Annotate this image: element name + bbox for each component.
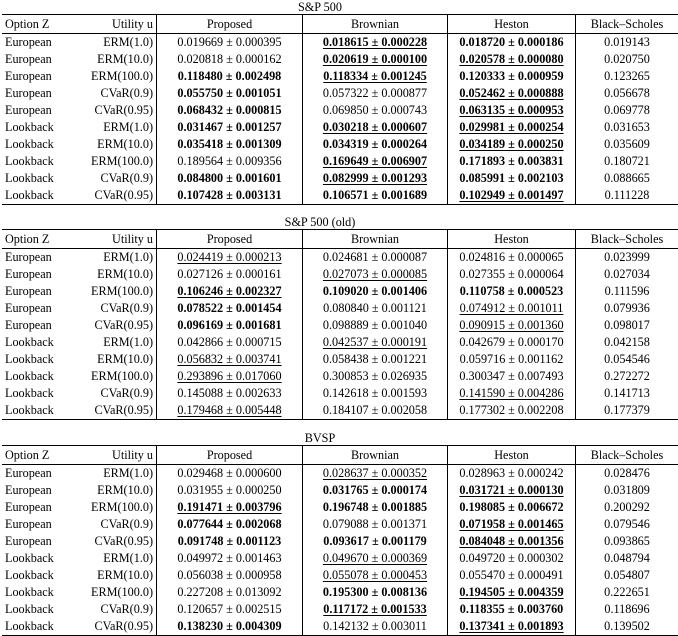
cell-black-scholes: 0.028476 — [576, 465, 678, 483]
cell-black-scholes: 0.079546 — [576, 516, 678, 533]
cell-proposed: 0.031955 ± 0.000250 — [157, 482, 303, 499]
cell-option: Lookback — [2, 618, 72, 636]
table-row — [2, 601, 678, 618]
cell-black-scholes: 0.035609 — [576, 136, 678, 153]
table-row — [2, 499, 678, 516]
cell-black-scholes: 0.222651 — [576, 584, 678, 601]
table-caption: S&P 500 (old) — [2, 215, 638, 229]
cell-option: Lookback — [2, 187, 72, 205]
cell-option: European — [2, 283, 72, 300]
table-caption: BVSP — [2, 431, 638, 445]
results-table-sp500 — [2, 14, 678, 205]
cell-proposed: 0.179468 ± 0.005448 — [157, 402, 303, 420]
header-heston: Heston — [448, 446, 576, 465]
table-row — [2, 482, 678, 499]
cell-proposed: 0.068432 ± 0.000815 — [157, 102, 303, 119]
cell-black-scholes: 0.031809 — [576, 482, 678, 499]
cell-heston: 0.024816 ± 0.000065 — [448, 249, 576, 267]
cell-black-scholes: 0.123265 — [576, 68, 678, 85]
header-black-scholes: Black–Scholes — [576, 230, 678, 249]
cell-black-scholes: 0.048794 — [576, 550, 678, 567]
cell-black-scholes: 0.054546 — [576, 351, 678, 368]
cell-utility: CVaR(0.95) — [72, 187, 157, 205]
table-header-row — [2, 15, 678, 34]
table-row — [2, 351, 678, 368]
cell-utility: ERM(10.0) — [72, 51, 157, 68]
cell-proposed: 0.091748 ± 0.001123 — [157, 533, 303, 550]
cell-proposed: 0.035418 ± 0.001309 — [157, 136, 303, 153]
cell-utility: ERM(10.0) — [72, 482, 157, 499]
cell-brownian: 0.109020 ± 0.001406 — [303, 283, 448, 300]
cell-option: European — [2, 34, 72, 52]
cell-brownian: 0.082999 ± 0.001293 — [303, 170, 448, 187]
cell-brownian: 0.080840 ± 0.001121 — [303, 300, 448, 317]
cell-option: European — [2, 85, 72, 102]
cell-black-scholes: 0.027034 — [576, 266, 678, 283]
cell-heston: 0.110758 ± 0.000523 — [448, 283, 576, 300]
cell-option: Lookback — [2, 368, 72, 385]
cell-option: Lookback — [2, 170, 72, 187]
cell-black-scholes: 0.056678 — [576, 85, 678, 102]
cell-brownian: 0.142618 ± 0.001593 — [303, 385, 448, 402]
cell-heston: 0.028963 ± 0.000242 — [448, 465, 576, 483]
table-row — [2, 465, 678, 483]
table-row — [2, 618, 678, 636]
table-caption: S&P 500 — [2, 0, 638, 14]
table-header-row — [2, 230, 678, 249]
cell-brownian: 0.057322 ± 0.000877 — [303, 85, 448, 102]
cell-heston: 0.031721 ± 0.000130 — [448, 482, 576, 499]
cell-option: European — [2, 499, 72, 516]
cell-utility: ERM(100.0) — [72, 68, 157, 85]
table-header-row — [2, 446, 678, 465]
cell-heston: 0.137341 ± 0.001893 — [448, 618, 576, 636]
cell-utility: CVaR(0.9) — [72, 85, 157, 102]
cell-proposed: 0.029468 ± 0.000600 — [157, 465, 303, 483]
cell-option: Lookback — [2, 601, 72, 618]
table-row — [2, 187, 678, 205]
cell-brownian: 0.142132 ± 0.003011 — [303, 618, 448, 636]
header-option: Option Z — [2, 15, 72, 34]
cell-proposed: 0.077644 ± 0.002068 — [157, 516, 303, 533]
cell-utility: CVaR(0.9) — [72, 516, 157, 533]
header-brownian: Brownian — [303, 446, 448, 465]
cell-brownian: 0.184107 ± 0.002058 — [303, 402, 448, 420]
cell-utility: ERM(100.0) — [72, 584, 157, 601]
cell-heston: 0.029981 ± 0.000254 — [448, 119, 576, 136]
cell-black-scholes: 0.141713 — [576, 385, 678, 402]
cell-option: European — [2, 51, 72, 68]
cell-black-scholes: 0.054807 — [576, 567, 678, 584]
cell-option: Lookback — [2, 153, 72, 170]
cell-option: Lookback — [2, 385, 72, 402]
cell-proposed: 0.189564 ± 0.009356 — [157, 153, 303, 170]
cell-black-scholes: 0.139502 — [576, 618, 678, 636]
header-heston: Heston — [448, 15, 576, 34]
header-proposed: Proposed — [157, 15, 303, 34]
cell-proposed: 0.024419 ± 0.000213 — [157, 249, 303, 267]
cell-option: Lookback — [2, 584, 72, 601]
cell-brownian: 0.055078 ± 0.000453 — [303, 567, 448, 584]
cell-heston: 0.194505 ± 0.004359 — [448, 584, 576, 601]
cell-utility: CVaR(0.9) — [72, 385, 157, 402]
cell-heston: 0.118355 ± 0.003760 — [448, 601, 576, 618]
cell-option: Lookback — [2, 567, 72, 584]
cell-utility: CVaR(0.9) — [72, 300, 157, 317]
cell-option: European — [2, 482, 72, 499]
cell-black-scholes: 0.098017 — [576, 317, 678, 334]
cell-option: Lookback — [2, 334, 72, 351]
cell-black-scholes: 0.042158 — [576, 334, 678, 351]
cell-black-scholes: 0.088665 — [576, 170, 678, 187]
cell-heston: 0.059716 ± 0.001162 — [448, 351, 576, 368]
table-body — [2, 249, 678, 420]
cell-brownian: 0.020619 ± 0.000100 — [303, 51, 448, 68]
cell-proposed: 0.084800 ± 0.001601 — [157, 170, 303, 187]
cell-heston: 0.055470 ± 0.000491 — [448, 567, 576, 584]
cell-proposed: 0.096169 ± 0.001681 — [157, 317, 303, 334]
results-table-sp500-old — [2, 229, 678, 420]
cell-proposed: 0.118480 ± 0.002498 — [157, 68, 303, 85]
cell-heston: 0.102949 ± 0.001497 — [448, 187, 576, 205]
cell-heston: 0.300347 ± 0.007493 — [448, 368, 576, 385]
table-row — [2, 516, 678, 533]
cell-proposed: 0.106246 ± 0.002327 — [157, 283, 303, 300]
cell-black-scholes: 0.023999 — [576, 249, 678, 267]
cell-heston: 0.063135 ± 0.000953 — [448, 102, 576, 119]
table-row — [2, 533, 678, 550]
header-proposed: Proposed — [157, 230, 303, 249]
cell-black-scholes: 0.093865 — [576, 533, 678, 550]
cell-utility: CVaR(0.95) — [72, 102, 157, 119]
header-heston: Heston — [448, 230, 576, 249]
cell-brownian: 0.042537 ± 0.000191 — [303, 334, 448, 351]
cell-proposed: 0.056832 ± 0.003741 — [157, 351, 303, 368]
cell-black-scholes: 0.177379 — [576, 402, 678, 420]
cell-brownian: 0.034319 ± 0.000264 — [303, 136, 448, 153]
cell-proposed: 0.227208 ± 0.013092 — [157, 584, 303, 601]
cell-proposed: 0.120657 ± 0.002515 — [157, 601, 303, 618]
cell-black-scholes: 0.272272 — [576, 368, 678, 385]
table-row — [2, 85, 678, 102]
cell-heston: 0.042679 ± 0.000170 — [448, 334, 576, 351]
results-table-bvsp — [2, 445, 678, 636]
cell-utility: ERM(100.0) — [72, 153, 157, 170]
header-utility: Utility u — [72, 15, 157, 34]
cell-heston: 0.120333 ± 0.000959 — [448, 68, 576, 85]
cell-proposed: 0.019669 ± 0.000395 — [157, 34, 303, 52]
table-row — [2, 51, 678, 68]
cell-proposed: 0.145088 ± 0.002633 — [157, 385, 303, 402]
cell-black-scholes: 0.079936 — [576, 300, 678, 317]
cell-proposed: 0.020818 ± 0.000162 — [157, 51, 303, 68]
cell-option: European — [2, 533, 72, 550]
cell-black-scholes: 0.020750 — [576, 51, 678, 68]
cell-brownian: 0.079088 ± 0.001371 — [303, 516, 448, 533]
table-row — [2, 283, 678, 300]
cell-heston: 0.018720 ± 0.000186 — [448, 34, 576, 52]
cell-utility: ERM(100.0) — [72, 499, 157, 516]
cell-proposed: 0.078522 ± 0.001454 — [157, 300, 303, 317]
cell-brownian: 0.195300 ± 0.008136 — [303, 584, 448, 601]
table-row — [2, 567, 678, 584]
cell-proposed: 0.191471 ± 0.003796 — [157, 499, 303, 516]
header-brownian: Brownian — [303, 230, 448, 249]
cell-heston: 0.020578 ± 0.000080 — [448, 51, 576, 68]
cell-heston: 0.085991 ± 0.002103 — [448, 170, 576, 187]
cell-heston: 0.027355 ± 0.000064 — [448, 266, 576, 283]
cell-heston: 0.171893 ± 0.003831 — [448, 153, 576, 170]
cell-black-scholes: 0.069778 — [576, 102, 678, 119]
cell-utility: ERM(1.0) — [72, 550, 157, 567]
cell-black-scholes: 0.180721 — [576, 153, 678, 170]
cell-heston: 0.071958 ± 0.001465 — [448, 516, 576, 533]
table-body — [2, 465, 678, 636]
cell-black-scholes: 0.019143 — [576, 34, 678, 52]
table-row — [2, 317, 678, 334]
cell-utility: ERM(1.0) — [72, 119, 157, 136]
header-utility: Utility u — [72, 446, 157, 465]
cell-brownian: 0.024681 ± 0.000087 — [303, 249, 448, 267]
cell-brownian: 0.049670 ± 0.000369 — [303, 550, 448, 567]
cell-black-scholes: 0.111596 — [576, 283, 678, 300]
cell-utility: ERM(1.0) — [72, 465, 157, 483]
cell-proposed: 0.027126 ± 0.000161 — [157, 266, 303, 283]
table-row — [2, 170, 678, 187]
cell-brownian: 0.031765 ± 0.000174 — [303, 482, 448, 499]
cell-brownian: 0.028637 ± 0.000352 — [303, 465, 448, 483]
cell-utility: ERM(10.0) — [72, 351, 157, 368]
table-row — [2, 385, 678, 402]
header-option: Option Z — [2, 446, 72, 465]
cell-brownian: 0.118334 ± 0.001245 — [303, 68, 448, 85]
cell-utility: CVaR(0.9) — [72, 170, 157, 187]
table-row — [2, 136, 678, 153]
table-body — [2, 34, 678, 205]
cell-heston: 0.084048 ± 0.001356 — [448, 533, 576, 550]
cell-black-scholes: 0.031653 — [576, 119, 678, 136]
cell-utility: ERM(1.0) — [72, 34, 157, 52]
cell-brownian: 0.030218 ± 0.000607 — [303, 119, 448, 136]
table-row — [2, 402, 678, 420]
cell-option: Lookback — [2, 550, 72, 567]
cell-option: European — [2, 249, 72, 267]
cell-utility: ERM(10.0) — [72, 567, 157, 584]
cell-option: European — [2, 516, 72, 533]
table-row — [2, 119, 678, 136]
table-row — [2, 584, 678, 601]
cell-utility: ERM(1.0) — [72, 334, 157, 351]
table-row — [2, 550, 678, 567]
cell-heston: 0.034189 ± 0.000250 — [448, 136, 576, 153]
table-row — [2, 266, 678, 283]
cell-brownian: 0.196748 ± 0.001885 — [303, 499, 448, 516]
cell-heston: 0.141590 ± 0.004286 — [448, 385, 576, 402]
table-row — [2, 334, 678, 351]
cell-utility: ERM(100.0) — [72, 368, 157, 385]
cell-brownian: 0.018615 ± 0.000228 — [303, 34, 448, 52]
cell-utility: CVaR(0.95) — [72, 618, 157, 636]
table-row — [2, 68, 678, 85]
table-row — [2, 368, 678, 385]
header-option: Option Z — [2, 230, 72, 249]
table-row — [2, 102, 678, 119]
cell-heston: 0.049720 ± 0.000302 — [448, 550, 576, 567]
cell-option: European — [2, 68, 72, 85]
cell-proposed: 0.055750 ± 0.001051 — [157, 85, 303, 102]
cell-utility: CVaR(0.95) — [72, 402, 157, 420]
table-row — [2, 300, 678, 317]
cell-proposed: 0.031467 ± 0.001257 — [157, 119, 303, 136]
cell-utility: CVaR(0.95) — [72, 533, 157, 550]
cell-black-scholes: 0.118696 — [576, 601, 678, 618]
cell-option: Lookback — [2, 136, 72, 153]
cell-utility: CVaR(0.95) — [72, 317, 157, 334]
cell-brownian: 0.069850 ± 0.000743 — [303, 102, 448, 119]
cell-heston: 0.177302 ± 0.002208 — [448, 402, 576, 420]
cell-brownian: 0.117172 ± 0.001533 — [303, 601, 448, 618]
cell-option: Lookback — [2, 119, 72, 136]
cell-brownian: 0.093617 ± 0.001179 — [303, 533, 448, 550]
cell-heston: 0.198085 ± 0.006672 — [448, 499, 576, 516]
cell-option: Lookback — [2, 402, 72, 420]
cell-option: European — [2, 102, 72, 119]
cell-brownian: 0.098889 ± 0.001040 — [303, 317, 448, 334]
cell-proposed: 0.293896 ± 0.017060 — [157, 368, 303, 385]
cell-black-scholes: 0.200292 — [576, 499, 678, 516]
header-black-scholes: Black–Scholes — [576, 15, 678, 34]
cell-proposed: 0.107428 ± 0.003131 — [157, 187, 303, 205]
table-row — [2, 249, 678, 267]
cell-black-scholes: 0.111228 — [576, 187, 678, 205]
header-brownian: Brownian — [303, 15, 448, 34]
cell-proposed: 0.056038 ± 0.000958 — [157, 567, 303, 584]
cell-proposed: 0.049972 ± 0.001463 — [157, 550, 303, 567]
header-utility: Utility u — [72, 230, 157, 249]
cell-proposed: 0.138230 ± 0.004309 — [157, 618, 303, 636]
cell-heston: 0.052462 ± 0.000888 — [448, 85, 576, 102]
cell-utility: ERM(100.0) — [72, 283, 157, 300]
cell-brownian: 0.106571 ± 0.001689 — [303, 187, 448, 205]
header-black-scholes: Black–Scholes — [576, 446, 678, 465]
cell-utility: ERM(1.0) — [72, 249, 157, 267]
cell-proposed: 0.042866 ± 0.000715 — [157, 334, 303, 351]
cell-brownian: 0.058438 ± 0.001221 — [303, 351, 448, 368]
cell-heston: 0.090915 ± 0.001360 — [448, 317, 576, 334]
table-row — [2, 153, 678, 170]
header-proposed: Proposed — [157, 446, 303, 465]
table-row — [2, 34, 678, 52]
cell-utility: CVaR(0.9) — [72, 601, 157, 618]
cell-option: European — [2, 317, 72, 334]
cell-option: Lookback — [2, 351, 72, 368]
cell-option: European — [2, 300, 72, 317]
cell-utility: ERM(10.0) — [72, 136, 157, 153]
cell-option: European — [2, 266, 72, 283]
cell-heston: 0.074912 ± 0.001011 — [448, 300, 576, 317]
cell-utility: ERM(10.0) — [72, 266, 157, 283]
cell-brownian: 0.027073 ± 0.000085 — [303, 266, 448, 283]
cell-option: European — [2, 465, 72, 483]
cell-brownian: 0.300853 ± 0.026935 — [303, 368, 448, 385]
cell-brownian: 0.169649 ± 0.006907 — [303, 153, 448, 170]
